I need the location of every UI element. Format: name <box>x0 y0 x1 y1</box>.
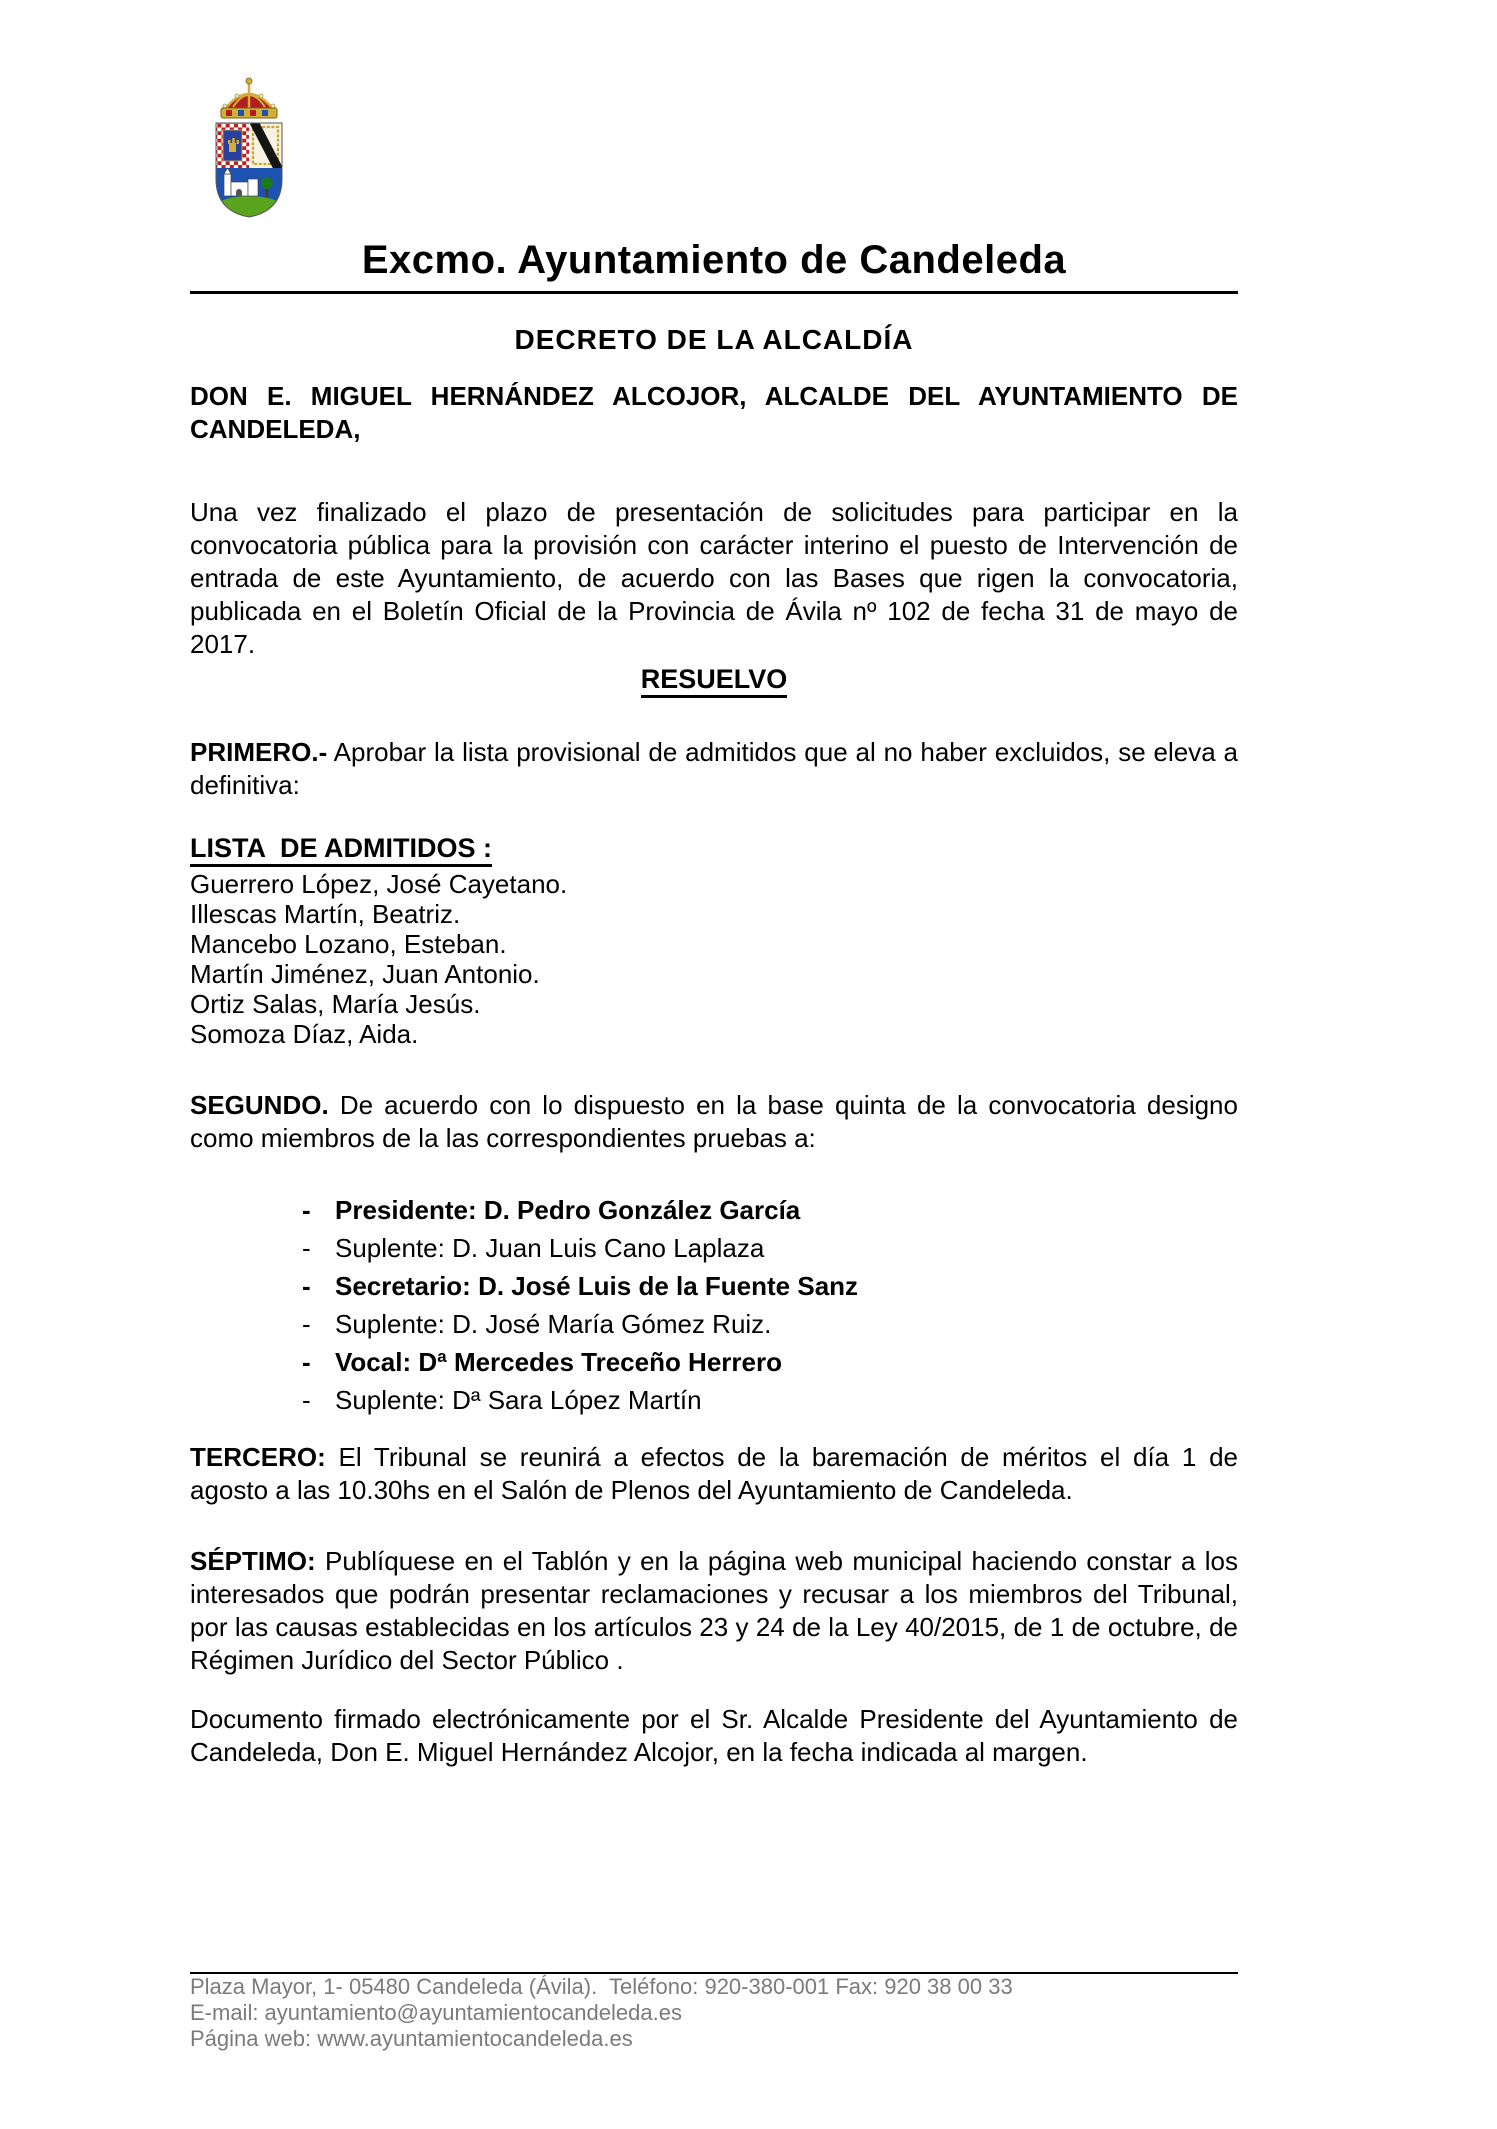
primero-paragraph <box>190 736 1238 802</box>
tercero-paragraph <box>190 1441 1238 1507</box>
header-divider <box>190 291 1238 294</box>
segundo-text: De acuerdo con lo dispuesto en la base quinta de la convocatoria designo como miembros de la las correspondientes pruebas a: <box>190 1090 1238 1153</box>
footer-web-line: Página web: www.ayuntamientocandeleda.es <box>190 2026 633 2051</box>
admitido-list-item: Somoza Díaz, Aida. <box>190 1019 419 1049</box>
tribunal-member-item <box>302 1381 1238 1419</box>
tribunal-member-item <box>302 1343 1238 1381</box>
document-content <box>190 0 1238 1769</box>
tercero-text: El Tribunal se reunirá a efectos de la baremación de méritos el día 1 de agosto a las 10.30hs en el Salón de Plenos del Ayuntamiento de Candeleda. <box>190 1442 1238 1505</box>
tribunal-member-text: - Secretario: D. José Luis de la Fuente Sanz <box>335 1271 859 1301</box>
septimo-text: Publíquese en el Tablón y en la página web municipal haciendo constar a los interesados que podrán presentar reclamaciones y recusar a los miembros del Tribunal, por las causas establecidas en los artículos 23 y 24 de la Ley 40/2015, de 1 de octubre, de Régimen Jurídico del Sector Público . <box>190 1546 1238 1675</box>
admitido-list-item: Martín Jiménez, Juan Antonio. <box>190 959 540 989</box>
tribunal-member-text: - Suplente: D. José María Gómez Ruiz. <box>335 1309 772 1339</box>
tribunal-member-item <box>302 1191 1238 1229</box>
tercero-label: TERCERO: <box>190 1442 326 1472</box>
resuelvo-heading <box>190 663 1238 696</box>
page-title: Excmo. Ayuntamiento de Candeleda <box>361 238 1067 282</box>
tribunal-list <box>190 1191 1238 1419</box>
tribunal-member-item <box>302 1305 1238 1343</box>
intro-paragraph: Una vez finalizado el plazo de presentación de solicitudes para participar en la convocatoria pública para la provisión con carácter interino el puesto de Intervención de entrada de este Ayuntamiento, de acuerdo con las Bases que rigen la convocatoria, publicada en el Boletín Oficial de la Provincia de Ávila nº 102 de fecha 31 de mayo de 2017. <box>190 497 1238 659</box>
segundo-paragraph <box>190 1089 1238 1155</box>
tribunal-member-text: - Vocal: Dª Mercedes Treceño Herrero <box>335 1347 782 1377</box>
lista-admitidos-heading <box>190 832 1238 865</box>
decree-heading: DECRETO DE LA ALCALDÍA <box>514 324 914 355</box>
admitido-list-item: Guerrero López, José Cayetano. <box>190 869 568 899</box>
primero-label: PRIMERO.- <box>190 737 328 767</box>
primero-text: Aprobar la lista provisional de admitidos que al no haber excluidos, se eleva a definitiva: <box>190 737 1238 800</box>
septimo-label: SÉPTIMO: <box>190 1546 316 1576</box>
septimo-paragraph <box>190 1545 1238 1677</box>
lista-admitidos-heading-text: LISTA DE ADMITIDOS : <box>190 833 492 867</box>
footer-email-line: E-mail: ayuntamiento@ayuntamientocandeleda.es <box>190 2000 682 2025</box>
document-footer <box>190 1972 1238 2052</box>
tribunal-member-text: - Suplente: D. Juan Luis Cano Laplaza <box>335 1233 765 1263</box>
tribunal-member-item <box>302 1267 1238 1305</box>
admitido-list-item: Ortiz Salas, María Jesús. <box>190 989 481 1019</box>
admitidos-list <box>190 869 1238 1049</box>
admitido-list-item: Mancebo Lozano, Esteban. <box>190 929 507 959</box>
closing-paragraph: Documento firmado electrónicamente por el Sr. Alcalde Presidente del Ayuntamiento de Candeleda, Don E. Miguel Hernández Alcojor, en la fecha indicada al margen. <box>190 1704 1238 1767</box>
tribunal-member-text: - Presidente: D. Pedro González García <box>335 1195 801 1225</box>
footer-address-line: Plaza Mayor, 1- 05480 Candeleda (Ávila). Teléfono: 920-380-001 Fax: 920 38 00 33 <box>190 1974 1013 1999</box>
segundo-label: SEGUNDO. <box>190 1090 329 1120</box>
salutation-paragraph: DON E. MIGUEL HERNÁNDEZ ALCOJOR, ALCALDE DEL AYUNTAMIENTO DE CANDELEDA, <box>190 381 1238 444</box>
tribunal-member-item <box>302 1229 1238 1267</box>
candeleda-coat-of-arms-icon <box>205 75 293 218</box>
admitido-list-item: Illescas Martín, Beatriz. <box>190 899 461 929</box>
tribunal-member-text: - Suplente: Dª Sara López Martín <box>335 1385 702 1415</box>
resuelvo-heading-text: RESUELVO <box>641 664 788 698</box>
